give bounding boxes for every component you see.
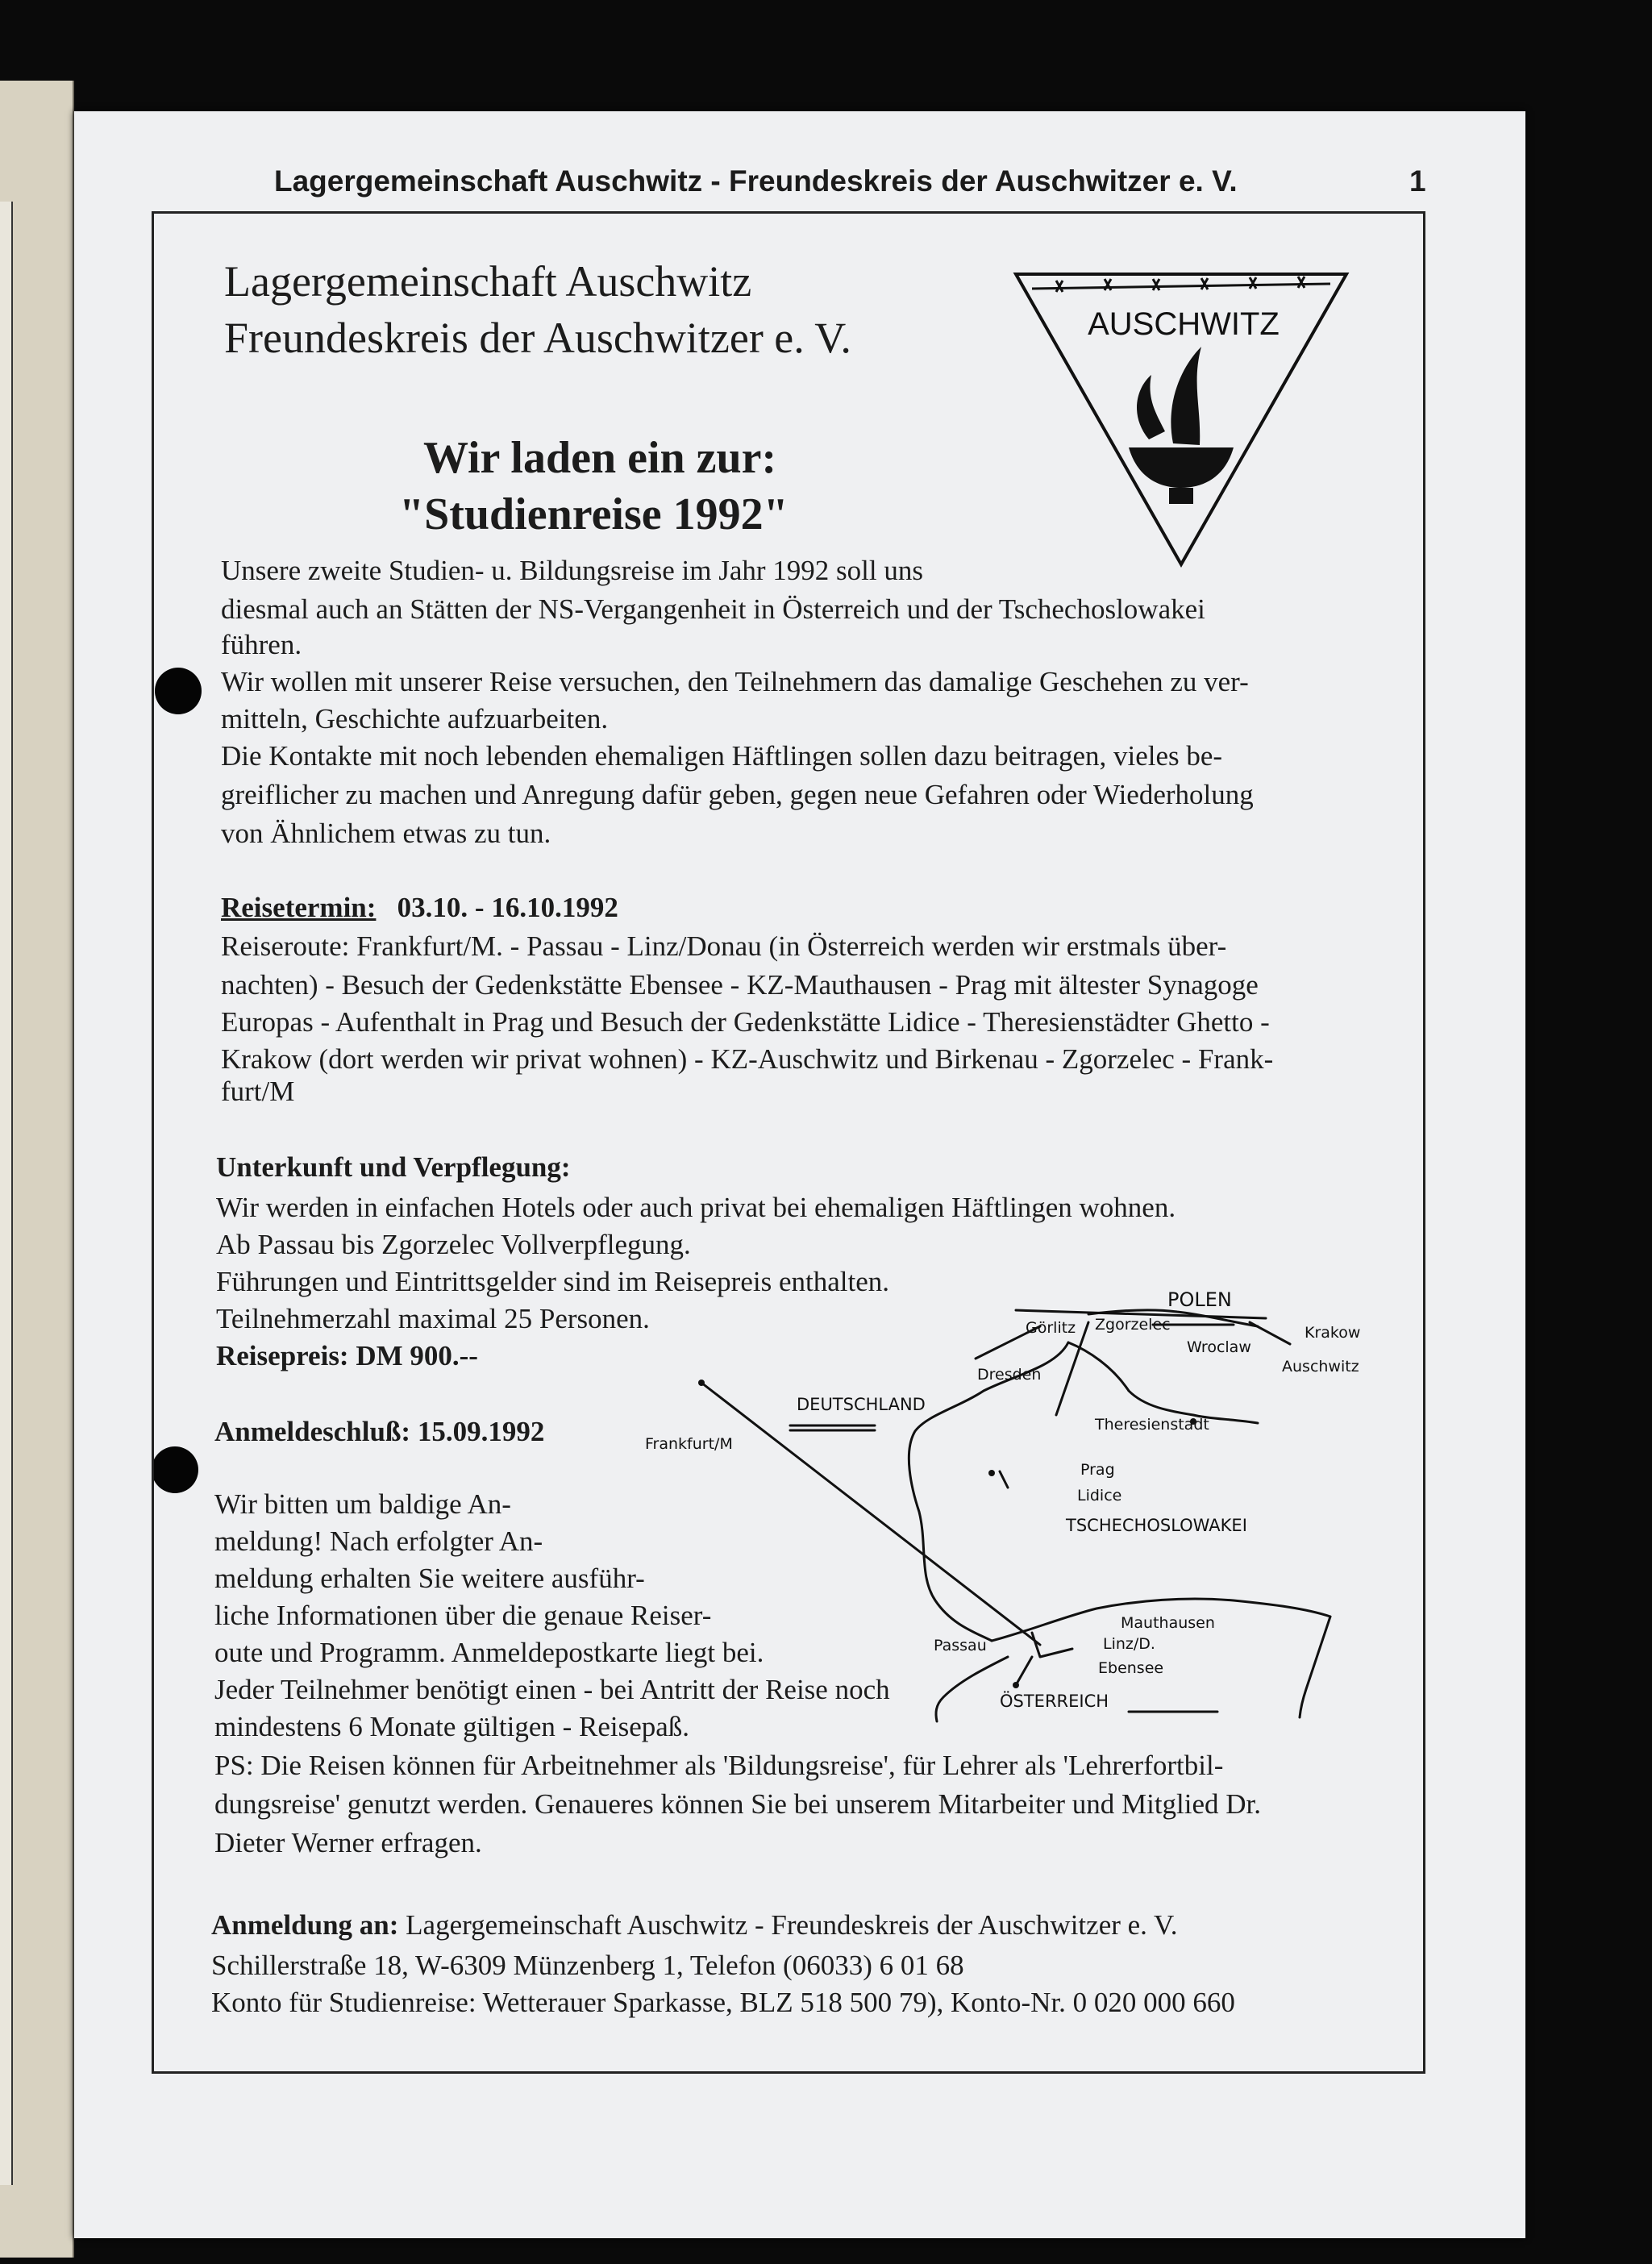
dot-ebensee [1013, 1682, 1019, 1688]
intro-line-5: mitteln, Geschichte aufzuarbeiten. [221, 703, 609, 735]
map-label-passau: Passau [934, 1637, 987, 1654]
border-germany-czech-west [909, 1342, 1068, 1641]
intro-line-4: Wir wollen mit unserer Reise versuchen, den Teilnehmern das damalige Geschehen zu ver- [221, 666, 1249, 697]
request-line-5: oute und Programm. Anmeldepostkarte liegt bei. [214, 1637, 764, 1668]
map-label-polen: POLEN [1167, 1288, 1232, 1311]
unterkunft-line-3: Führungen und Eintrittsgelder sind im Reisepreis enthalten. [216, 1266, 889, 1297]
map-label-auschwitz: Auschwitz [1282, 1358, 1359, 1375]
intro-line-1: Unsere zweite Studien- u. Bildungsreise im Jahr 1992 soll uns [221, 555, 923, 586]
map-label-goerlitz: Görlitz [1026, 1319, 1076, 1337]
running-header: Lagergemeinschaft Auschwitz - Freundeskreis der Auschwitzer e. V. [274, 164, 1238, 198]
map-label-zgorzelec: Zgorzelec [1095, 1316, 1171, 1334]
map-label-krakow: Krakow [1305, 1324, 1361, 1342]
intro-line-8: von Ähnlichem etwas zu tun. [221, 818, 551, 849]
anmeldung-value: Lagergemeinschaft Auschwitz - Freundeskreis der Auschwitzer e. V. [398, 1909, 1178, 1941]
route-line-mauthausen-linz [1032, 1633, 1072, 1657]
map-label-linz: Linz/D. [1103, 1635, 1155, 1653]
intro-line-2: diesmal auch an Stätten der NS-Vergangenheit in Österreich und der Tschechoslowakei [221, 593, 1205, 625]
route-line-5: furt/M [221, 1076, 295, 1107]
reisepreis: Reisepreis: DM 900.-- [216, 1340, 478, 1371]
border-austria-south [936, 1657, 1008, 1721]
ps-line-1: PS: Die Reisen können für Arbeitnehmer als 'Bildungsreise', für Lehrer als 'Lehrerfortbil- [214, 1750, 1224, 1781]
map-label-prag: Prag [1080, 1461, 1115, 1479]
map-label-lidice: Lidice [1077, 1487, 1122, 1504]
route-line-4: Krakow (dort werden wir privat wohnen) - KZ-Auschwitz und Birkenau - Zgorzelec - Frank- [221, 1043, 1274, 1075]
map-label-tschechoslowakei: TSCHECHOSLOWAKEI [1066, 1516, 1247, 1535]
map-label-dresden: Dresden [977, 1366, 1042, 1384]
logo-text: AUSCHWITZ [1088, 306, 1280, 342]
dot-prag [988, 1470, 995, 1476]
request-line-7: mindestens 6 Monate gültigen - Reisepaß. [214, 1711, 690, 1742]
intro-line-3: führen. [221, 629, 302, 660]
request-line-3: meldung erhalten Sie weitere ausführ- [214, 1563, 645, 1594]
dot-frankfurt [698, 1380, 705, 1386]
route-line-krakow-auschwitz [1250, 1322, 1290, 1344]
address-line: Schillerstraße 18, W-6309 Münzenberg 1, Telefon (06033) 6 01 68 [211, 1950, 964, 1981]
unterkunft-line-1: Wir werden in einfachen Hotels oder auch privat bei ehemaligen Häftlingen wohnen. [216, 1192, 1176, 1223]
org-name-line1: Lagergemeinschaft Auschwitz [224, 257, 752, 306]
map-label-wroclaw: Wroclaw [1187, 1338, 1251, 1356]
unterkunft-line-2: Ab Passau bis Zgorzelec Vollverpflegung. [216, 1229, 691, 1260]
anmeldeschluss: Anmeldeschluß: 15.09.1992 [214, 1416, 545, 1447]
request-line-1: Wir bitten um baldige An- [214, 1488, 511, 1520]
request-line-6: Jeder Teilnehmer benötigt einen - bei Antritt der Reise noch [214, 1674, 890, 1705]
underline-deutschland [790, 1425, 875, 1430]
border-austria-east [1300, 1617, 1330, 1717]
unterkunft-heading: Unterkunft und Verpflegung: [216, 1151, 571, 1183]
map-label-deutschland: DEUTSCHLAND [797, 1395, 926, 1414]
reisetermin-value: 03.10. - 16.10.1992 [397, 892, 618, 923]
route-line-prag-lidice [1000, 1471, 1008, 1488]
map-label-ebensee: Ebensee [1098, 1659, 1164, 1677]
reisetermin-label: Reisetermin: [221, 892, 377, 923]
binder-edge [0, 81, 74, 2258]
request-line-2: meldung! Nach erfolgter An- [214, 1525, 543, 1557]
page-number: 1 [1409, 164, 1426, 198]
unterkunft-line-4: Teilnehmerzahl maximal 25 Personen. [216, 1303, 650, 1334]
map-label-mauthausen: Mauthausen [1121, 1614, 1215, 1632]
anmeldung-label: Anmeldung an: [211, 1909, 399, 1941]
route-line-2: nachten) - Besuch der Gedenkstätte Ebensee - KZ-Mauthausen - Prag mit ältester Synagoge [221, 969, 1259, 1001]
ps-line-2: dungsreise' genutzt werden. Genaueres können Sie bei unserem Mitarbeiter und Mitglied Dr. [214, 1788, 1262, 1820]
ps-line-3: Dieter Werner erfragen. [214, 1827, 482, 1858]
request-line-4: liche Informationen über die genaue Reiser- [214, 1600, 712, 1631]
route-line-frankfurt-linz [701, 1383, 1040, 1645]
invite-title-line1: Wir laden ein zur: [423, 433, 777, 483]
map-label-oesterreich: ÖSTERREICH [1000, 1692, 1109, 1711]
binder-inner-page [0, 202, 13, 2185]
anmeldung-line [211, 1909, 1178, 1941]
route-map [637, 1278, 1379, 1729]
org-name-line2: Freundeskreis der Auschwitzer e. V. [224, 314, 851, 362]
map-label-frankfurt: Frankfurt/M [645, 1435, 733, 1453]
map-label-theresienstadt: Theresienstadt [1095, 1416, 1209, 1434]
invite-title-line2: "Studienreise 1992" [399, 489, 789, 539]
reisetermin-section [221, 892, 618, 924]
konto-line: Konto für Studienreise: Wetterauer Sparkasse, BLZ 518 500 79), Konto-Nr. 0 020 000 660 [211, 1987, 1235, 2018]
route-line-linz-ebensee [1016, 1657, 1032, 1685]
route-line-1: Reiseroute: Frankfurt/M. - Passau - Linz/Donau (in Österreich werden wir erstmals über- [221, 930, 1227, 962]
route-line-3: Europas - Aufenthalt in Prag und Besuch der Gedenkstätte Lidice - Theresienstädter Ghetto - [221, 1006, 1270, 1038]
intro-line-7: greiflicher zu machen und Anregung dafür geben, gegen neue Gefahren oder Wiederholung [221, 779, 1254, 810]
intro-line-6: Die Kontakte mit noch lebenden ehemaligen Häftlingen sollen dazu beitragen, vieles be- [221, 740, 1223, 772]
